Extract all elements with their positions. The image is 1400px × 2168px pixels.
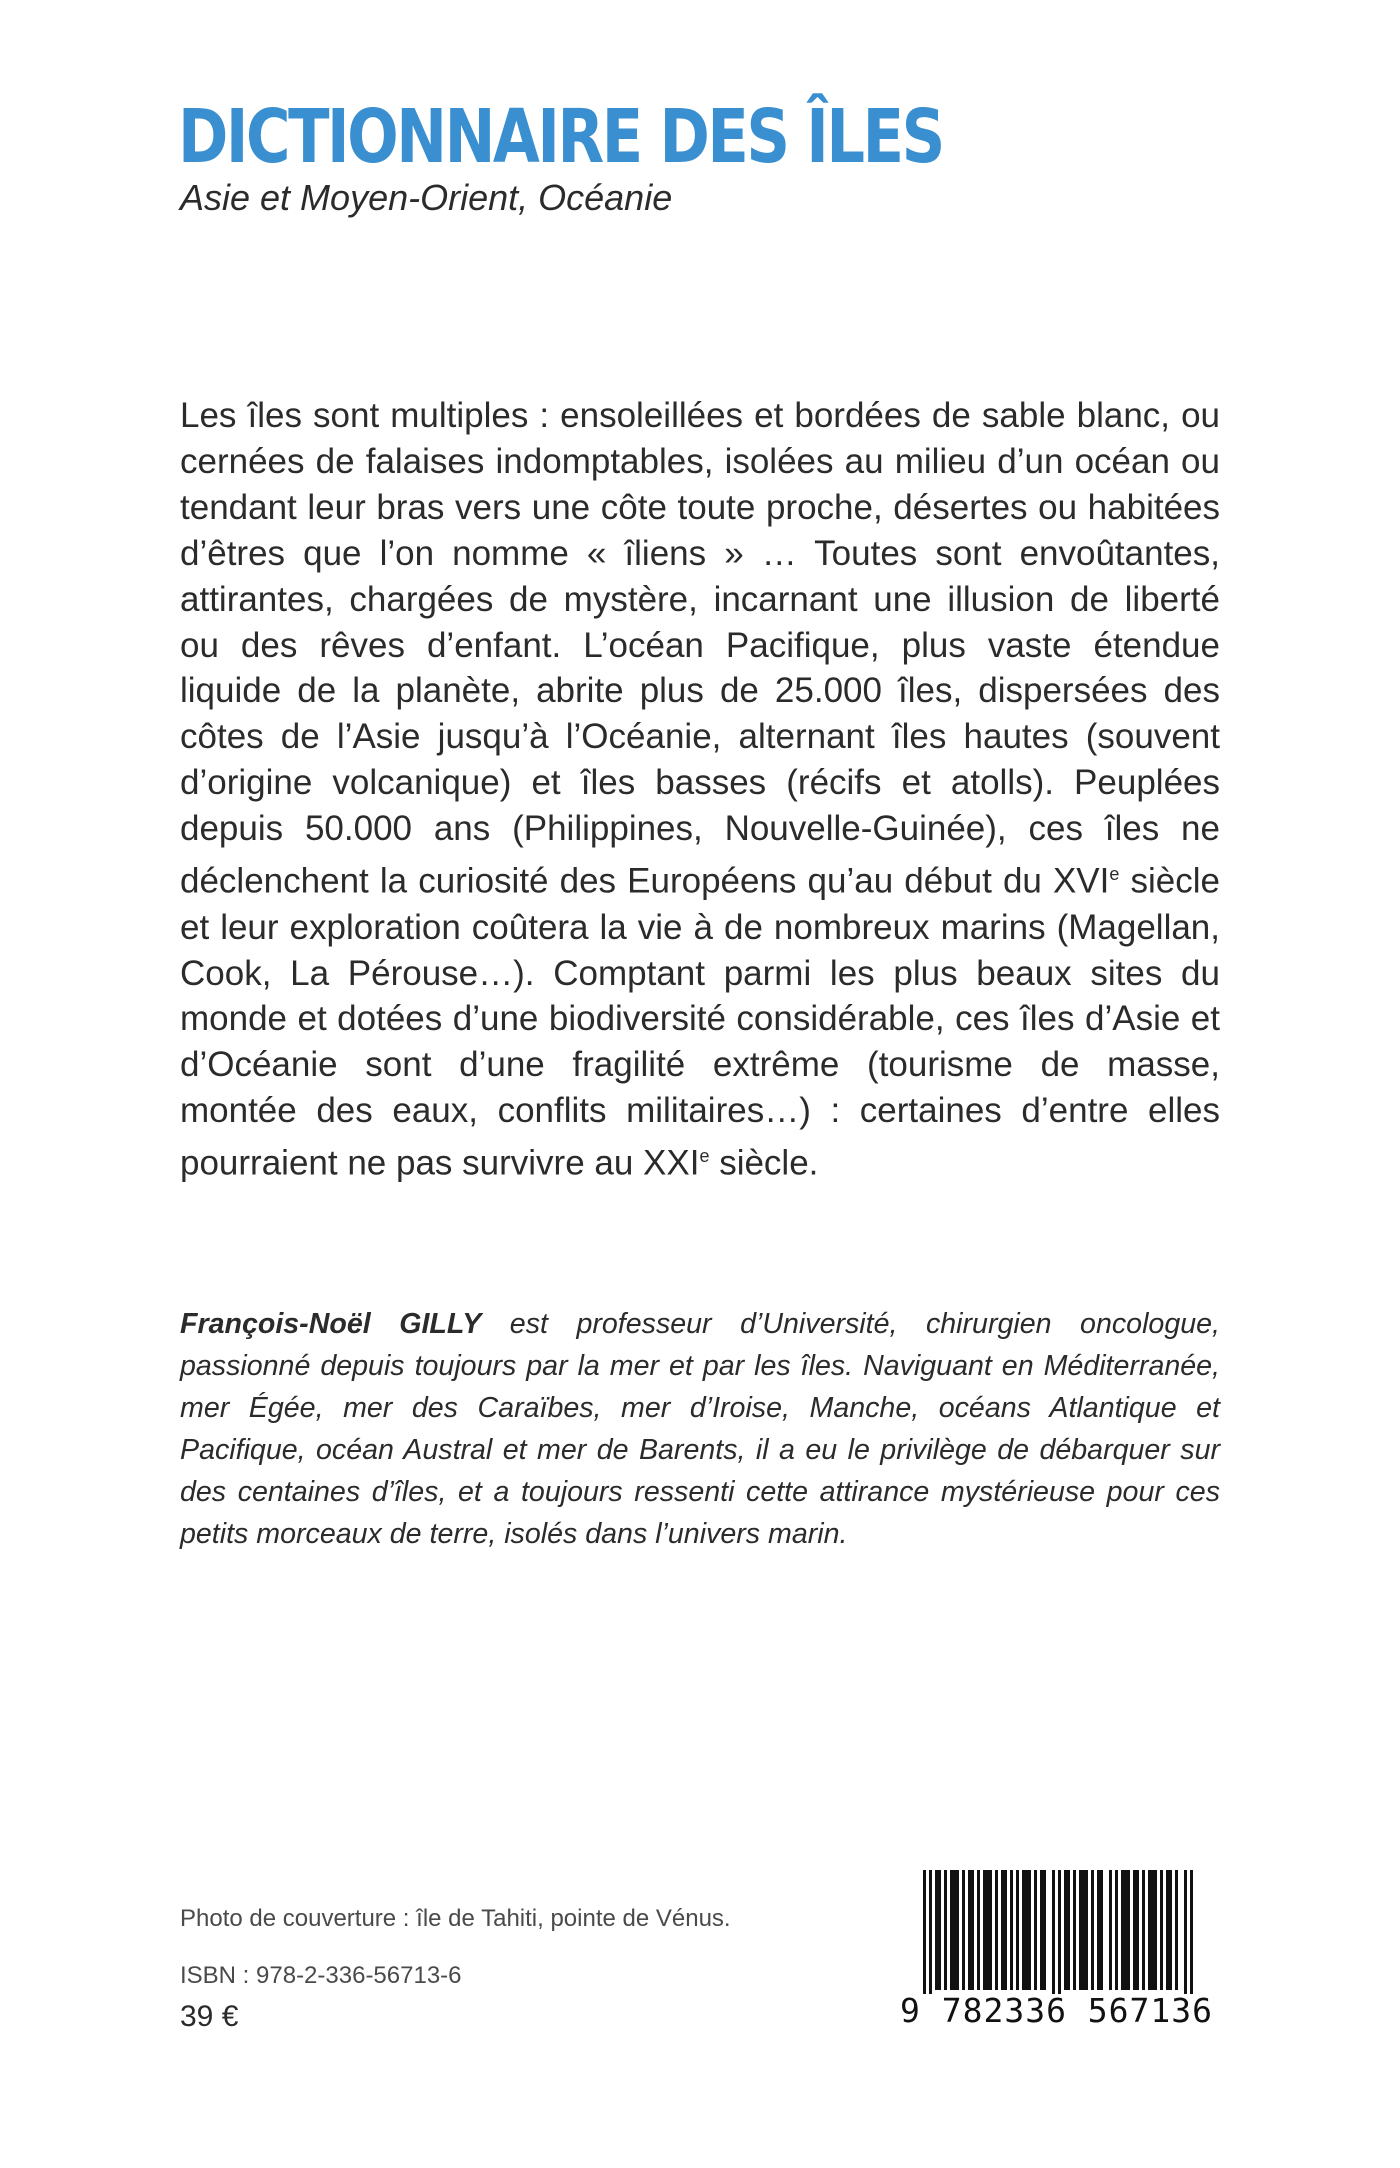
book-title: DICTIONNAIRE DES ÎLES — [178, 94, 943, 180]
photo-credit: Photo de couverture : île de Tahiti, pointe de Vénus. — [180, 1905, 731, 1932]
author-bio — [180, 1303, 1220, 1555]
isbn: ISBN : 978-2-336-56713-6 — [180, 1962, 462, 1989]
author-name: François-Noël GILLY — [180, 1308, 482, 1340]
blurb-text-2: siècle et leur exploration coûtera la vie à de nombreux marins (Magellan, Cook, La Pérouse…). Comptant parmi les plus beaux sites du monde et dotées d’une biodiversité considérable, ces îles d’Asie et d’Océanie sont d’une fragilité extrême (tourisme de masse, montée des eaux, conflits militaires…) : certaines d’entre elles pourraient ne pas survivre au XXI — [180, 861, 1220, 1183]
blurb-superscript-1: e — [1109, 864, 1120, 885]
blurb-text-1: Les îles sont multiples : ensoleillées et bordées de sable blanc, ou cernées de falaises indomptables, isolées au milieu d’un océan ou tendant leur bras vers une côte toute proche, désertes ou habitées d’êtres que l’on nomme « îliens » … Toutes sont envoûtantes, attirantes, chargées de mystère, incarnant une illusion de liberté ou des rêves d’enfant. L’océan Pacifique, plus vaste étendue liquide de la planète, abrite plus de 25.000 îles, dispersées des côtes de l’Asie jusqu’à l’Océanie, alternant îles hautes (souvent d’origine volcanique) et îles basses (récifs et atolls). Peuplées depuis 50.000 ans (Philippines, Nouvelle-Guinée), ces îles ne déclenchent la curiosité des Européens qu’au début du XVI — [180, 396, 1220, 901]
blurb-text-3: siècle. — [709, 1143, 819, 1183]
book-subtitle: Asie et Moyen-Orient, Océanie — [180, 177, 673, 218]
price: 39 € — [180, 2000, 239, 2033]
author-bio-text: est professeur d’Université, chirurgien oncologue, passionné depuis toujours par la mer et par les îles. Naviguant en Méditerranée, mer Égée, mer des Caraïbes, mer d’Iroise, Manche, océans Atlantique et Pacifique, océan Austral et mer de Barents, il a eu le privilège de débarquer sur des centaines d’îles, et a toujours ressenti cette attirance mystérieuse pour ces petits morceaux de terre, isolés dans l’univers marin. — [180, 1308, 1220, 1550]
back-cover-blurb — [180, 393, 1220, 1187]
barcode-digits: 9 782336 567136 — [900, 1994, 1220, 2027]
blurb-superscript-2: e — [699, 1146, 710, 1167]
